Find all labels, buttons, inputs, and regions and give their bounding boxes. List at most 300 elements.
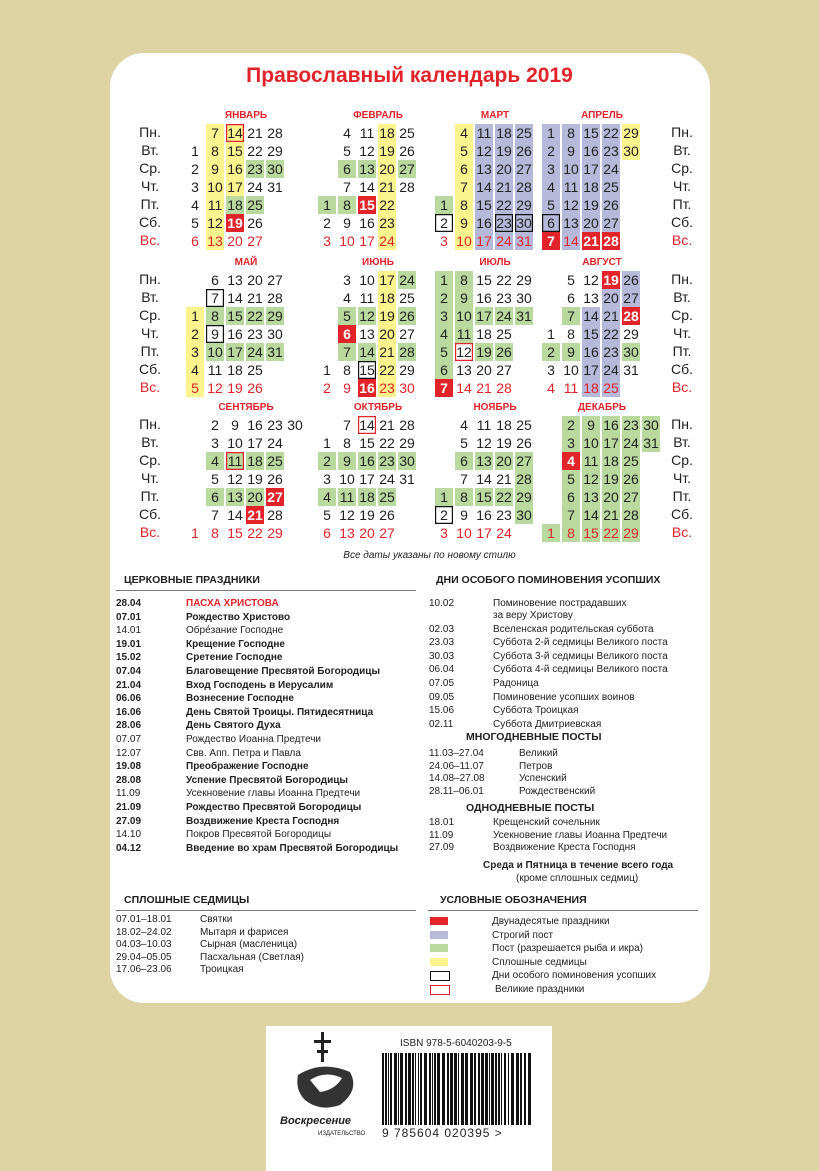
calendar-day[interactable]: 5 (435, 343, 453, 361)
calendar-day[interactable]: 8 (343, 435, 351, 451)
calendar-day[interactable]: 10 (456, 233, 472, 249)
calendar-day[interactable]: 20 (496, 161, 512, 177)
calendar-day[interactable]: 15 (583, 125, 599, 141)
calendar-day[interactable]: 18 (227, 197, 243, 213)
calendar-day[interactable]: 12 (339, 507, 355, 523)
calendar-day[interactable]: 9 (206, 160, 224, 178)
calendar-day[interactable]: 5 (567, 272, 575, 288)
calendar-day[interactable]: 16 (359, 380, 375, 396)
calendar-day[interactable]: 22 (247, 525, 263, 541)
calendar-day[interactable]: 29 (267, 308, 283, 324)
calendar-day[interactable]: 1 (323, 362, 331, 378)
calendar-day[interactable]: 31 (623, 362, 639, 378)
calendar-day[interactable]: 26 (623, 471, 639, 487)
calendar-day[interactable]: 21 (379, 179, 395, 195)
calendar-day[interactable]: 15 (359, 362, 375, 378)
calendar-day[interactable]: 25 (247, 362, 263, 378)
calendar-day[interactable]: 14 (359, 417, 375, 433)
calendar-day[interactable]: 21 (247, 125, 263, 141)
calendar-day[interactable]: 11 (563, 179, 579, 195)
calendar-day[interactable]: 19 (496, 143, 512, 159)
calendar-day[interactable]: 19 (247, 471, 263, 487)
calendar-day[interactable]: 18 (496, 125, 512, 141)
calendar-day[interactable]: 7 (338, 343, 356, 361)
calendar-day[interactable]: 28 (516, 471, 532, 487)
calendar-day[interactable]: 26 (623, 272, 639, 288)
calendar-day[interactable]: 6 (455, 452, 473, 470)
calendar-day[interactable]: 27 (379, 525, 395, 541)
calendar-day[interactable]: 12 (227, 471, 243, 487)
calendar-day[interactable]: 31 (643, 435, 659, 451)
calendar-day[interactable]: 2 (211, 417, 219, 433)
calendar-day[interactable]: 9 (562, 142, 580, 160)
calendar-day[interactable]: 13 (227, 272, 243, 288)
calendar-day[interactable]: 18 (379, 290, 395, 306)
calendar-day[interactable]: 19 (603, 272, 619, 288)
calendar-day[interactable]: 24 (496, 525, 512, 541)
calendar-day[interactable]: 1 (542, 124, 560, 142)
calendar-day[interactable]: 18 (379, 125, 395, 141)
calendar-day[interactable]: 7 (460, 471, 468, 487)
calendar-day[interactable]: 24 (496, 233, 512, 249)
calendar-day[interactable]: 22 (603, 525, 619, 541)
calendar-day[interactable]: 18 (359, 489, 375, 505)
calendar-day[interactable]: 8 (562, 124, 580, 142)
calendar-day[interactable]: 7 (435, 379, 453, 397)
calendar-day[interactable]: 9 (343, 215, 351, 231)
calendar-day[interactable]: 5 (460, 435, 468, 451)
calendar-day[interactable]: 23 (379, 215, 395, 231)
calendar-day[interactable]: 13 (227, 489, 243, 505)
calendar-day[interactable]: 26 (399, 308, 415, 324)
calendar-day[interactable]: 26 (247, 215, 263, 231)
calendar-day[interactable]: 20 (496, 453, 512, 469)
calendar-day[interactable]: 30 (267, 326, 283, 342)
calendar-day[interactable]: 31 (267, 179, 283, 195)
calendar-day[interactable]: 21 (379, 344, 395, 360)
calendar-day[interactable]: 12 (476, 143, 492, 159)
calendar-day[interactable]: 27 (399, 326, 415, 342)
calendar-day[interactable]: 13 (563, 215, 579, 231)
calendar-day[interactable]: 26 (516, 435, 532, 451)
calendar-day[interactable]: 26 (516, 143, 532, 159)
calendar-day[interactable]: 20 (379, 326, 395, 342)
calendar-day[interactable]: 30 (516, 507, 532, 523)
calendar-day[interactable]: 15 (583, 525, 599, 541)
calendar-day[interactable]: 16 (583, 344, 599, 360)
calendar-day[interactable]: 11 (359, 290, 375, 306)
calendar-day[interactable]: 15 (476, 272, 492, 288)
calendar-day[interactable]: 7 (343, 417, 351, 433)
calendar-day[interactable]: 6 (191, 233, 199, 249)
calendar-day[interactable]: 29 (516, 272, 532, 288)
calendar-day[interactable]: 17 (476, 233, 492, 249)
calendar-day[interactable]: 27 (603, 215, 619, 231)
calendar-day[interactable]: 6 (338, 160, 356, 178)
calendar-day[interactable]: 26 (247, 380, 263, 396)
calendar-day[interactable]: 4 (542, 178, 560, 196)
calendar-day[interactable]: 10 (583, 435, 599, 451)
calendar-day[interactable]: 29 (399, 362, 415, 378)
calendar-day[interactable]: 22 (603, 125, 619, 141)
calendar-day[interactable]: 14 (476, 471, 492, 487)
calendar-day[interactable]: 11 (339, 489, 355, 505)
calendar-day[interactable]: 12 (476, 435, 492, 451)
calendar-day[interactable]: 1 (435, 196, 453, 214)
calendar-day[interactable]: 16 (603, 417, 619, 433)
calendar-day[interactable]: 16 (476, 290, 492, 306)
calendar-day[interactable]: 10 (207, 344, 223, 360)
calendar-day[interactable]: 24 (379, 233, 395, 249)
calendar-day[interactable]: 19 (359, 507, 375, 523)
calendar-day[interactable]: 24 (496, 308, 512, 324)
calendar-day[interactable]: 23 (603, 143, 619, 159)
calendar-day[interactable]: 5 (191, 215, 199, 231)
calendar-day[interactable]: 2 (435, 289, 453, 307)
calendar-day[interactable]: 25 (623, 453, 639, 469)
calendar-day[interactable]: 16 (247, 417, 263, 433)
calendar-day[interactable]: 5 (343, 143, 351, 159)
calendar-day[interactable]: 17 (583, 362, 599, 378)
calendar-day[interactable]: 2 (542, 343, 560, 361)
calendar-day[interactable]: 21 (247, 507, 263, 523)
calendar-day[interactable]: 11 (359, 125, 375, 141)
calendar-day[interactable]: 10 (227, 435, 243, 451)
calendar-day[interactable]: 25 (399, 290, 415, 306)
calendar-day[interactable]: 14 (456, 380, 472, 396)
calendar-day[interactable]: 11 (456, 326, 472, 342)
calendar-day[interactable]: 3 (323, 233, 331, 249)
calendar-day[interactable]: 21 (583, 233, 599, 249)
calendar-day[interactable]: 6 (206, 488, 224, 506)
calendar-day[interactable]: 13 (359, 326, 375, 342)
calendar-day[interactable]: 7 (562, 506, 580, 524)
calendar-day[interactable]: 1 (547, 326, 555, 342)
calendar-day[interactable]: 28 (267, 507, 283, 523)
calendar-day[interactable]: 29 (267, 525, 283, 541)
calendar-day[interactable]: 16 (227, 161, 243, 177)
calendar-day[interactable]: 13 (339, 525, 355, 541)
calendar-day[interactable]: 9 (562, 343, 580, 361)
calendar-day[interactable]: 30 (623, 344, 639, 360)
calendar-day[interactable]: 1 (191, 525, 199, 541)
calendar-day[interactable]: 9 (455, 289, 473, 307)
calendar-day[interactable]: 12 (456, 344, 472, 360)
calendar-day[interactable]: 21 (603, 507, 619, 523)
calendar-day[interactable]: 6 (562, 488, 580, 506)
calendar-day[interactable]: 4 (318, 488, 336, 506)
calendar-day[interactable]: 23 (603, 344, 619, 360)
calendar-day[interactable]: 19 (227, 215, 243, 231)
calendar-day[interactable]: 18 (496, 417, 512, 433)
calendar-day[interactable]: 3 (440, 233, 448, 249)
calendar-day[interactable]: 9 (460, 507, 468, 523)
calendar-day[interactable]: 11 (583, 453, 599, 469)
calendar-day[interactable]: 20 (359, 525, 375, 541)
calendar-day[interactable]: 4 (343, 290, 351, 306)
calendar-day[interactable]: 2 (323, 215, 331, 231)
calendar-day[interactable]: 4 (460, 417, 468, 433)
calendar-day[interactable]: 15 (359, 435, 375, 451)
calendar-day[interactable]: 14 (583, 308, 599, 324)
calendar-day[interactable]: 13 (476, 453, 492, 469)
calendar-day[interactable]: 1 (186, 307, 204, 325)
calendar-day[interactable]: 24 (379, 471, 395, 487)
calendar-day[interactable]: 4 (206, 452, 224, 470)
calendar-day[interactable]: 31 (516, 308, 532, 324)
calendar-day[interactable]: 27 (516, 161, 532, 177)
calendar-day[interactable]: 12 (359, 308, 375, 324)
calendar-day[interactable]: 28 (623, 507, 639, 523)
calendar-day[interactable]: 23 (247, 161, 263, 177)
calendar-day[interactable]: 26 (603, 197, 619, 213)
calendar-day[interactable]: 9 (206, 325, 224, 343)
calendar-day[interactable]: 30 (399, 453, 415, 469)
calendar-day[interactable]: 14 (227, 290, 243, 306)
calendar-day[interactable]: 22 (379, 197, 395, 213)
calendar-day[interactable]: 27 (623, 489, 639, 505)
calendar-day[interactable]: 17 (359, 233, 375, 249)
calendar-day[interactable]: 5 (562, 470, 580, 488)
calendar-day[interactable]: 30 (516, 290, 532, 306)
calendar-day[interactable]: 1 (435, 488, 453, 506)
calendar-day[interactable]: 3 (343, 272, 351, 288)
calendar-day[interactable]: 12 (359, 143, 375, 159)
calendar-day[interactable]: 15 (476, 489, 492, 505)
calendar-day[interactable]: 10 (456, 308, 472, 324)
calendar-day[interactable]: 3 (547, 362, 555, 378)
calendar-day[interactable]: 28 (496, 380, 512, 396)
calendar-day[interactable]: 7 (211, 507, 219, 523)
calendar-day[interactable]: 19 (496, 435, 512, 451)
calendar-day[interactable]: 15 (476, 197, 492, 213)
calendar-day[interactable]: 11 (207, 197, 223, 213)
calendar-day[interactable]: 12 (563, 197, 579, 213)
calendar-day[interactable]: 11 (207, 362, 223, 378)
calendar-day[interactable]: 27 (496, 362, 512, 378)
calendar-day[interactable]: 11 (563, 380, 579, 396)
calendar-day[interactable]: 19 (227, 380, 243, 396)
calendar-day[interactable]: 30 (267, 161, 283, 177)
calendar-day[interactable]: 5 (542, 196, 560, 214)
calendar-day[interactable]: 25 (247, 197, 263, 213)
calendar-day[interactable]: 1 (318, 196, 336, 214)
calendar-day[interactable]: 22 (496, 489, 512, 505)
calendar-day[interactable]: 26 (379, 507, 395, 523)
calendar-day[interactable]: 8 (567, 326, 575, 342)
calendar-day[interactable]: 6 (211, 272, 219, 288)
calendar-day[interactable]: 30 (516, 215, 532, 231)
calendar-day[interactable]: 22 (496, 197, 512, 213)
calendar-day[interactable]: 5 (186, 379, 204, 397)
calendar-day[interactable]: 7 (455, 178, 473, 196)
calendar-day[interactable]: 19 (603, 471, 619, 487)
calendar-day[interactable]: 2 (186, 325, 204, 343)
calendar-day[interactable]: 14 (227, 507, 243, 523)
calendar-day[interactable]: 25 (399, 125, 415, 141)
calendar-day[interactable]: 3 (440, 525, 448, 541)
calendar-day[interactable]: 2 (191, 161, 199, 177)
calendar-day[interactable]: 15 (227, 143, 243, 159)
calendar-day[interactable]: 14 (563, 233, 579, 249)
calendar-day[interactable]: 28 (267, 290, 283, 306)
calendar-day[interactable]: 21 (476, 380, 492, 396)
calendar-day[interactable]: 21 (496, 179, 512, 195)
calendar-day[interactable]: 1 (435, 271, 453, 289)
calendar-day[interactable]: 29 (399, 435, 415, 451)
calendar-day[interactable]: 8 (455, 196, 473, 214)
calendar-day[interactable]: 7 (206, 289, 224, 307)
calendar-day[interactable]: 30 (643, 417, 659, 433)
calendar-day[interactable]: 10 (339, 233, 355, 249)
calendar-day[interactable]: 30 (623, 143, 639, 159)
calendar-day[interactable]: 30 (287, 417, 303, 433)
calendar-day[interactable]: 2 (562, 416, 580, 434)
calendar-day[interactable]: 20 (247, 489, 263, 505)
calendar-day[interactable]: 3 (191, 179, 199, 195)
calendar-day[interactable]: 24 (267, 435, 283, 451)
calendar-day[interactable]: 15 (359, 197, 375, 213)
calendar-day[interactable]: 12 (583, 471, 599, 487)
calendar-day[interactable]: 8 (206, 142, 224, 160)
calendar-day[interactable]: 24 (623, 435, 639, 451)
calendar-day[interactable]: 10 (359, 272, 375, 288)
calendar-day[interactable]: 2 (435, 214, 453, 232)
calendar-day[interactable]: 6 (455, 160, 473, 178)
calendar-day[interactable]: 3 (211, 435, 219, 451)
calendar-day[interactable]: 8 (455, 488, 473, 506)
calendar-day[interactable]: 15 (227, 308, 243, 324)
calendar-day[interactable]: 10 (563, 362, 579, 378)
calendar-day[interactable]: 31 (267, 344, 283, 360)
calendar-day[interactable]: 22 (496, 272, 512, 288)
calendar-day[interactable]: 21 (379, 417, 395, 433)
calendar-day[interactable]: 11 (476, 125, 492, 141)
calendar-day[interactable]: 24 (603, 161, 619, 177)
calendar-day[interactable]: 2 (318, 452, 336, 470)
calendar-day[interactable]: 24 (247, 179, 263, 195)
calendar-day[interactable]: 5 (323, 507, 331, 523)
calendar-day[interactable]: 6 (542, 214, 560, 232)
calendar-day[interactable]: 3 (323, 471, 331, 487)
calendar-day[interactable]: 15 (583, 326, 599, 342)
calendar-day[interactable]: 29 (516, 489, 532, 505)
calendar-day[interactable]: 25 (496, 326, 512, 342)
calendar-day[interactable]: 19 (476, 344, 492, 360)
calendar-day[interactable]: 10 (207, 179, 223, 195)
calendar-day[interactable]: 5 (338, 307, 356, 325)
calendar-day[interactable]: 8 (338, 196, 356, 214)
calendar-day[interactable]: 8 (206, 307, 224, 325)
calendar-day[interactable]: 10 (456, 525, 472, 541)
calendar-day[interactable]: 6 (435, 361, 453, 379)
calendar-day[interactable]: 24 (247, 344, 263, 360)
calendar-day[interactable]: 9 (343, 380, 351, 396)
calendar-day[interactable]: 14 (476, 179, 492, 195)
calendar-day[interactable]: 13 (359, 161, 375, 177)
calendar-day[interactable]: 18 (583, 380, 599, 396)
calendar-day[interactable]: 23 (247, 326, 263, 342)
calendar-day[interactable]: 9 (231, 417, 239, 433)
calendar-day[interactable]: 17 (583, 161, 599, 177)
calendar-day[interactable]: 19 (583, 197, 599, 213)
calendar-day[interactable]: 20 (227, 233, 243, 249)
calendar-day[interactable]: 13 (456, 362, 472, 378)
calendar-day[interactable]: 4 (547, 380, 555, 396)
calendar-day[interactable]: 3 (542, 160, 560, 178)
calendar-day[interactable]: 14 (359, 344, 375, 360)
calendar-day[interactable]: 17 (476, 308, 492, 324)
calendar-day[interactable]: 12 (207, 380, 223, 396)
calendar-day[interactable]: 19 (379, 143, 395, 159)
calendar-day[interactable]: 27 (267, 489, 283, 505)
calendar-day[interactable]: 2 (323, 380, 331, 396)
calendar-day[interactable]: 21 (247, 290, 263, 306)
calendar-day[interactable]: 23 (496, 215, 512, 231)
calendar-day[interactable]: 18 (603, 453, 619, 469)
calendar-day[interactable]: 11 (476, 417, 492, 433)
calendar-day[interactable]: 13 (476, 161, 492, 177)
calendar-day[interactable]: 15 (227, 525, 243, 541)
calendar-day[interactable]: 31 (399, 471, 415, 487)
calendar-day[interactable]: 16 (227, 326, 243, 342)
calendar-day[interactable]: 18 (583, 179, 599, 195)
calendar-day[interactable]: 22 (603, 326, 619, 342)
calendar-day[interactable]: 17 (359, 471, 375, 487)
calendar-day[interactable]: 3 (435, 307, 453, 325)
calendar-day[interactable]: 1 (191, 143, 199, 159)
calendar-day[interactable]: 29 (267, 143, 283, 159)
calendar-day[interactable]: 4 (562, 452, 580, 470)
calendar-day[interactable]: 27 (267, 272, 283, 288)
calendar-day[interactable]: 18 (476, 326, 492, 342)
calendar-day[interactable]: 2 (435, 506, 453, 524)
calendar-day[interactable]: 4 (191, 197, 199, 213)
calendar-day[interactable]: 28 (623, 308, 639, 324)
calendar-day[interactable]: 17 (379, 272, 395, 288)
calendar-day[interactable]: 27 (247, 233, 263, 249)
calendar-day[interactable]: 31 (516, 233, 532, 249)
calendar-day[interactable]: 11 (227, 453, 243, 469)
calendar-day[interactable]: 4 (435, 325, 453, 343)
calendar-day[interactable]: 28 (516, 179, 532, 195)
calendar-day[interactable]: 8 (455, 271, 473, 289)
calendar-day[interactable]: 20 (603, 290, 619, 306)
calendar-day[interactable]: 16 (359, 453, 375, 469)
calendar-day[interactable]: 17 (247, 435, 263, 451)
calendar-day[interactable]: 9 (455, 214, 473, 232)
calendar-day[interactable]: 28 (399, 344, 415, 360)
calendar-day[interactable]: 7 (343, 179, 351, 195)
calendar-day[interactable]: 21 (496, 471, 512, 487)
calendar-day[interactable]: 25 (516, 417, 532, 433)
calendar-day[interactable]: 29 (623, 525, 639, 541)
calendar-day[interactable]: 25 (379, 489, 395, 505)
calendar-day[interactable]: 4 (186, 361, 204, 379)
calendar-day[interactable]: 28 (267, 125, 283, 141)
calendar-day[interactable]: 16 (476, 507, 492, 523)
calendar-day[interactable]: 6 (567, 290, 575, 306)
calendar-day[interactable]: 22 (379, 435, 395, 451)
calendar-day[interactable]: 16 (359, 215, 375, 231)
calendar-day[interactable]: 4 (343, 125, 351, 141)
calendar-day[interactable]: 17 (227, 179, 243, 195)
calendar-day[interactable]: 10 (339, 471, 355, 487)
calendar-day[interactable]: 8 (562, 524, 580, 542)
calendar-day[interactable]: 24 (603, 362, 619, 378)
calendar-day[interactable]: 25 (603, 380, 619, 396)
calendar-day[interactable]: 2 (542, 142, 560, 160)
